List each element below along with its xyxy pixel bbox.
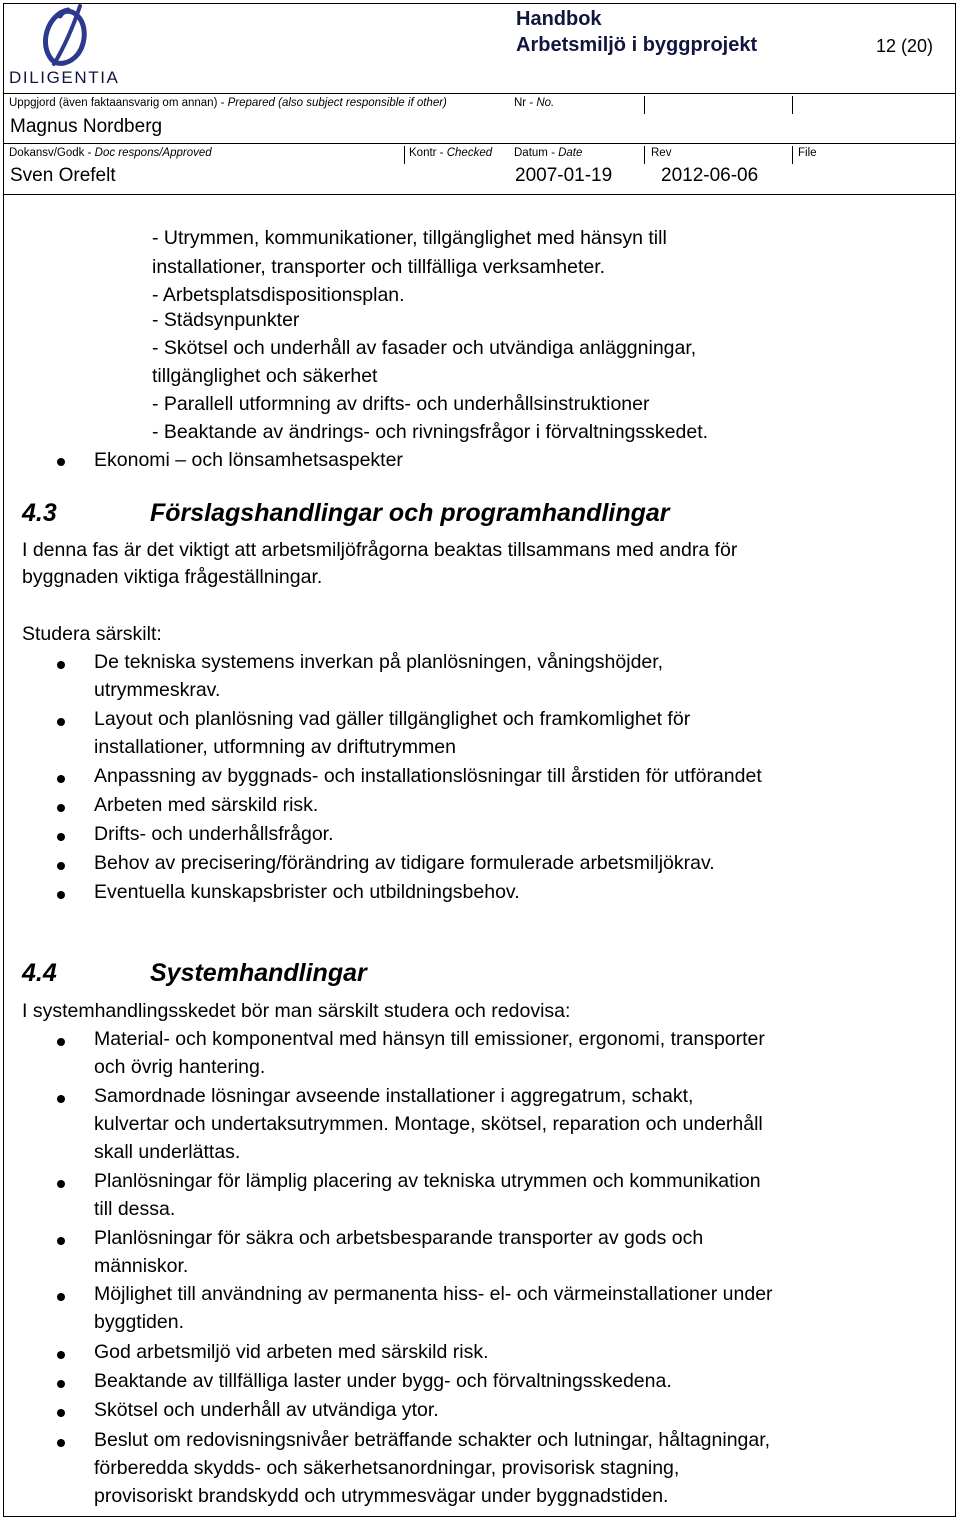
bullet-text: Samordnade lösningar avseende installationer i aggregatrum, schakt, [94, 1085, 694, 1107]
rev-label: Rev [651, 147, 672, 159]
bullet-text: Ekonomi – och lönsamhetsaspekter [94, 449, 403, 471]
divider [404, 146, 405, 164]
bullet-text: Arbeten med särskild risk. [94, 794, 319, 816]
header-rule [3, 93, 956, 94]
bullet-icon [57, 1409, 65, 1417]
page-indicator: 12 (20) [876, 36, 934, 56]
text-line: - Beaktande av ändrings- och rivningsfrågor i förvaltningsskedet. [152, 421, 709, 443]
bullet-text: Planlösningar för säkra och arbetsbesparande transporter av gods och [94, 1227, 704, 1249]
bullet-icon [57, 833, 65, 841]
bullet-icon [57, 804, 65, 812]
doc-type: Handbok [516, 8, 602, 30]
bullet-icon [57, 1351, 65, 1359]
bullet-text: Behov av precisering/förändring av tidigare formulerade arbetsmiljökrav. [94, 852, 715, 874]
section-title: Systemhandlingar [150, 959, 367, 987]
text-line: - Arbetsplatsdispositionsplan. [152, 284, 405, 306]
bullet-text: förberedda skydds- och säkerhetsanordningar, provisorisk stagning, [94, 1457, 680, 1479]
bullet-text: människor. [94, 1255, 189, 1277]
bullet-text: provisoriskt brandskydd och utrymmesvägar under byggnadstiden. [94, 1485, 669, 1507]
rev-value: 2012-06-06 [661, 165, 759, 186]
bullet-text: Planlösningar för lämplig placering av tekniska utrymmen och kommunikation [94, 1170, 761, 1192]
bullet-text: till dessa. [94, 1198, 176, 1220]
bullet-text: Möjlighet till användning av permanenta hiss- el- och värmeinstallationer under [94, 1283, 773, 1305]
bullet-icon [57, 718, 65, 726]
bullet-icon [57, 661, 65, 669]
bullet-icon [57, 891, 65, 899]
bullet-text: God arbetsmiljö vid arbeten med särskild risk. [94, 1341, 489, 1363]
header-rule [3, 143, 956, 144]
bullet-text: Drifts- och underhållsfrågor. [94, 823, 334, 845]
bullet-text: Material- och komponentval med hänsyn till emissioner, ergonomi, transporter [94, 1028, 765, 1050]
bullet-text: skall underlättas. [94, 1141, 241, 1163]
bullet-text: Anpassning av byggnads- och installationslösningar till årstiden för utförandet [94, 765, 762, 787]
divider [792, 96, 793, 114]
bullet-text: Beslut om redovisningsnivåer beträffande schakter och lutningar, håltagningar, [94, 1429, 771, 1451]
section-number: 4.4 [22, 959, 57, 987]
divider [792, 146, 793, 164]
prepared-by: Magnus Nordberg [10, 116, 163, 137]
approved-label: Dokansv/Godk - Doc respons/Approved [9, 147, 212, 159]
nr-label: Nr - No. [514, 97, 555, 109]
bullet-icon [57, 458, 65, 466]
bullet-text: Beaktande av tillfälliga laster under bygg- och förvaltningsskedena. [94, 1370, 672, 1392]
logo-wordmark: DILIGENTIA [9, 68, 120, 87]
header-rule [3, 194, 956, 195]
date-value: 2007-01-19 [515, 165, 613, 186]
bullet-icon [57, 1293, 65, 1301]
section-number: 4.3 [22, 499, 57, 527]
paragraph-line: I denna fas är det viktigt att arbetsmiljöfrågorna beaktas tillsammans med andra för [22, 539, 738, 561]
text-line: - Parallell utformning av drifts- och underhållsinstruktioner [152, 393, 650, 415]
bullet-icon [57, 1439, 65, 1447]
bullet-text: byggtiden. [94, 1311, 184, 1333]
text-line: - Städsynpunkter [152, 309, 300, 331]
bullet-text: De tekniska systemens inverkan på planlösningen, våningshöjder, [94, 651, 664, 673]
checked-label: Kontr - Checked [409, 147, 493, 159]
bullet-text: och övrig hantering. [94, 1056, 266, 1078]
approved-by: Sven Orefelt [10, 165, 116, 186]
lead-text: I systemhandlingsskedet bör man särskilt studera och redovisa: [22, 1000, 571, 1022]
text-line: - Utrymmen, kommunikationer, tillgänglighet med hänsyn till [152, 227, 667, 249]
bullet-text: Eventuella kunskapsbrister och utbildningsbehov. [94, 881, 520, 903]
diligentia-logo-icon [8, 4, 138, 68]
text-line: tillgänglighet och säkerhet [152, 365, 378, 387]
lead-text: Studera särskilt: [22, 623, 162, 645]
text-line: installationer, transporter och tillfälliga verksamheter. [152, 256, 606, 278]
bullet-icon [57, 1038, 65, 1046]
date-label: Datum - Date [514, 147, 583, 159]
bullet-icon [57, 775, 65, 783]
bullet-text: installationer, utformning av driftutrymmen [94, 736, 456, 758]
bullet-text: utrymmeskrav. [94, 679, 221, 701]
file-label: File [798, 147, 817, 159]
divider [644, 146, 645, 164]
prepared-label: Uppgjord (även faktaansvarig om annan) - Prepared (also subject responsible if other) [9, 97, 447, 109]
section-title: Förslagshandlingar och programhandlingar [150, 499, 670, 527]
divider [644, 96, 645, 114]
paragraph-line: byggnaden viktiga frågeställningar. [22, 566, 323, 588]
bullet-icon [57, 1380, 65, 1388]
text-line: - Skötsel och underhåll av fasader och utvändiga anläggningar, [152, 337, 697, 359]
bullet-text: kulvertar och undertaksutrymmen. Montage, skötsel, reparation och underhåll [94, 1113, 763, 1135]
doc-title: Arbetsmiljö i byggprojekt [516, 34, 758, 56]
bullet-icon [57, 1180, 65, 1188]
bullet-icon [57, 862, 65, 870]
bullet-text: Skötsel och underhåll av utvändiga ytor. [94, 1399, 439, 1421]
bullet-text: Layout och planlösning vad gäller tillgänglighet och framkomlighet för [94, 708, 691, 730]
bullet-icon [57, 1237, 65, 1245]
bullet-icon [57, 1095, 65, 1103]
